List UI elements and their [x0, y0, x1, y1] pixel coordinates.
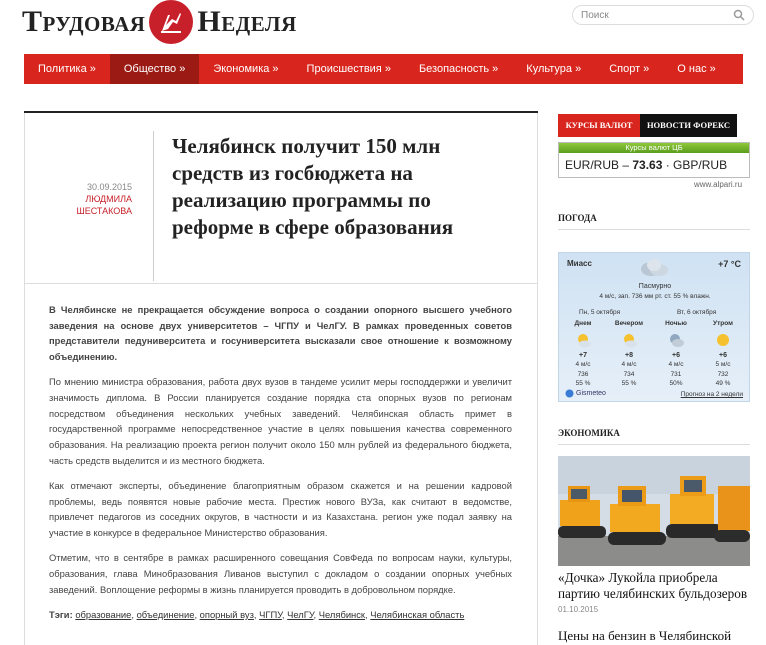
tag-link[interactable]: опорный вуз [199, 608, 254, 620]
article-paragraph: Отметим, что в сентябре в рамках расширенного совещания СовФеда по вопросам науки, культуры, образования, глава Минобразования Ливанов выступил с докладом о создании опорных учебных заведений. Воплощение реформы в жизнь планируется проводить в добровольном порядке. [49, 552, 512, 595]
tags-label: Тэги: [49, 608, 73, 620]
weather-widget[interactable] [558, 252, 750, 402]
logo-emblem-icon [149, 0, 193, 44]
search-box[interactable] [572, 5, 754, 25]
weather-forecast-column: Утром +6 5 м/с 732 49 % [713, 320, 733, 387]
article-meta [60, 181, 132, 217]
nav-item-economy[interactable]: Экономика » [213, 63, 279, 75]
nav-item-sport[interactable]: Спорт » [609, 63, 650, 75]
title-separator [153, 131, 154, 281]
article-date: 30.09.2015 [86, 182, 132, 192]
weather-forecast-column: Днем +7 4 м/с 736 55 % [574, 320, 592, 387]
logo-text-left: Трудовая [22, 5, 146, 38]
weather-condition: Пасмурно [638, 283, 672, 290]
article-author[interactable]: ЛЮДМИЛА ШЕСТАКОВА [76, 194, 132, 216]
tag-link[interactable]: ЧелГУ [287, 608, 314, 620]
nav-item-about[interactable]: О нас » [677, 63, 716, 75]
article-body [49, 302, 512, 623]
currency-tabs [558, 114, 737, 137]
weather-date: Вт, 6 октября [677, 309, 717, 316]
nav-item-incidents[interactable]: Происшествия » [306, 63, 391, 75]
weather-forecast-column: Вечером +8 4 м/с 734 55 % [614, 320, 644, 387]
night-cloud-icon [667, 331, 685, 349]
economy-section-divider [558, 444, 750, 445]
sun-cloud-icon [620, 331, 638, 349]
nav-item-society[interactable]: Общество » [110, 54, 199, 84]
site-logo[interactable] [22, 0, 297, 44]
article-tags: Тэги: образование, объединение, опорный вуз, ЧГПУ, ЧелГУ, Челябинск, Челябинская область [49, 608, 465, 620]
economy-section-title: ЭКОНОМИКА [558, 428, 620, 438]
economy-news-title[interactable]: Цены на бензин в Челябинской [558, 628, 732, 643]
nav-item-security[interactable]: Безопасность » [418, 63, 499, 75]
cloudy-icon [637, 255, 671, 279]
sun-cloud-icon [574, 331, 592, 349]
tag-link[interactable]: Челябинская область [370, 608, 465, 620]
bulldozers-photo [558, 456, 750, 566]
logo-text-right: Неделя [197, 5, 297, 38]
cb-source-link[interactable]: www.alpari.ru [694, 180, 743, 189]
weather-current-temp: +7 °C [718, 259, 741, 269]
tab-currency-rates[interactable]: КУРСЫ ВАЛЮТ [558, 114, 640, 137]
weather-details: 4 м/с, зап. 736 мм рт. ст. 55 % влажн. [599, 293, 711, 300]
sun-icon [714, 331, 732, 349]
search-icon[interactable] [733, 9, 745, 21]
economy-news-image[interactable] [558, 456, 750, 566]
economy-news-date: 01.10.2015 [558, 605, 599, 614]
tag-link[interactable]: объединение [136, 608, 195, 620]
weather-section-title: ПОГОДА [558, 213, 597, 223]
gismeteo-logo-icon [565, 389, 574, 398]
cb-rates-header: Курсы валют ЦБ [559, 143, 749, 153]
gismeteo-brand[interactable]: Gismeteo [565, 389, 606, 398]
tag-link[interactable]: образование [75, 608, 132, 620]
search-input[interactable] [581, 10, 721, 21]
nav-item-culture[interactable]: Культура » [526, 63, 582, 75]
tab-forex-news[interactable]: НОВОСТИ ФОРЕКС [640, 114, 737, 137]
main-nav [24, 54, 743, 84]
weather-date: Пн, 5 октября [579, 309, 621, 316]
weather-city: Миасс [567, 259, 592, 268]
article-header-divider [25, 283, 537, 284]
tag-link[interactable]: ЧГПУ [259, 608, 282, 620]
article-paragraph: Как отмечают эксперты, объединение благоприятным образом скажется и на решении кадровой проблемы, ведь появятся новые рабочие места. Престиж нового ВУЗа, как считают в ведомстве, привлечет педагогов из соседних округов, в частности и из Казахстана. регион уже подал заявку на участие в конкурсе в федеральное Министерство образования. [49, 480, 512, 539]
weather-section-divider [558, 229, 750, 230]
cb-rates-ticker: EUR/RUB – 73.63 · GBP/RUB [565, 158, 728, 172]
economy-news-title[interactable]: «Дочка» Лукойла приобрела партию челябинских бульдозеров [558, 570, 748, 601]
weather-forecast-column: Ночью +6 4 м/с 731 50% [665, 320, 687, 387]
article-title: Челябинск получит 150 млн средств из госбюджета на реализацию программы по реформе в сфере образования [172, 134, 454, 239]
cb-rates-widget[interactable] [558, 142, 750, 178]
article-paragraph: По мнению министра образования, работа двух вузов в тандеме усилит меры господдержки и увеличит значимость диплома. В России планируется создание порядка ста опорных вузов по регионам посредством объединения нескольких учебных заведений. Челябинская область примет в государственной программе непосредственное участие в целях повышения качества современного образования. На реализацию проекта регион получит около 150 млн рублей из федерального бюджета, часть средств выделится и из местного бюджета. [49, 376, 512, 466]
article-lead: В Челябинске не прекращается обсуждение вопроса о создании опорного высшего учебного заведения на основе двух университетов – ЧГПУ и ЧелГУ. В рамках проведенных советов представители педуниверситета и госуниверситета высказали свое отношение к возможному объединению. [49, 304, 512, 363]
tag-link[interactable]: Челябинск [318, 608, 366, 620]
forecast-two-weeks-link[interactable]: Прогноз на 2 недели [680, 391, 743, 398]
nav-item-politics[interactable]: Политика » [38, 63, 96, 75]
